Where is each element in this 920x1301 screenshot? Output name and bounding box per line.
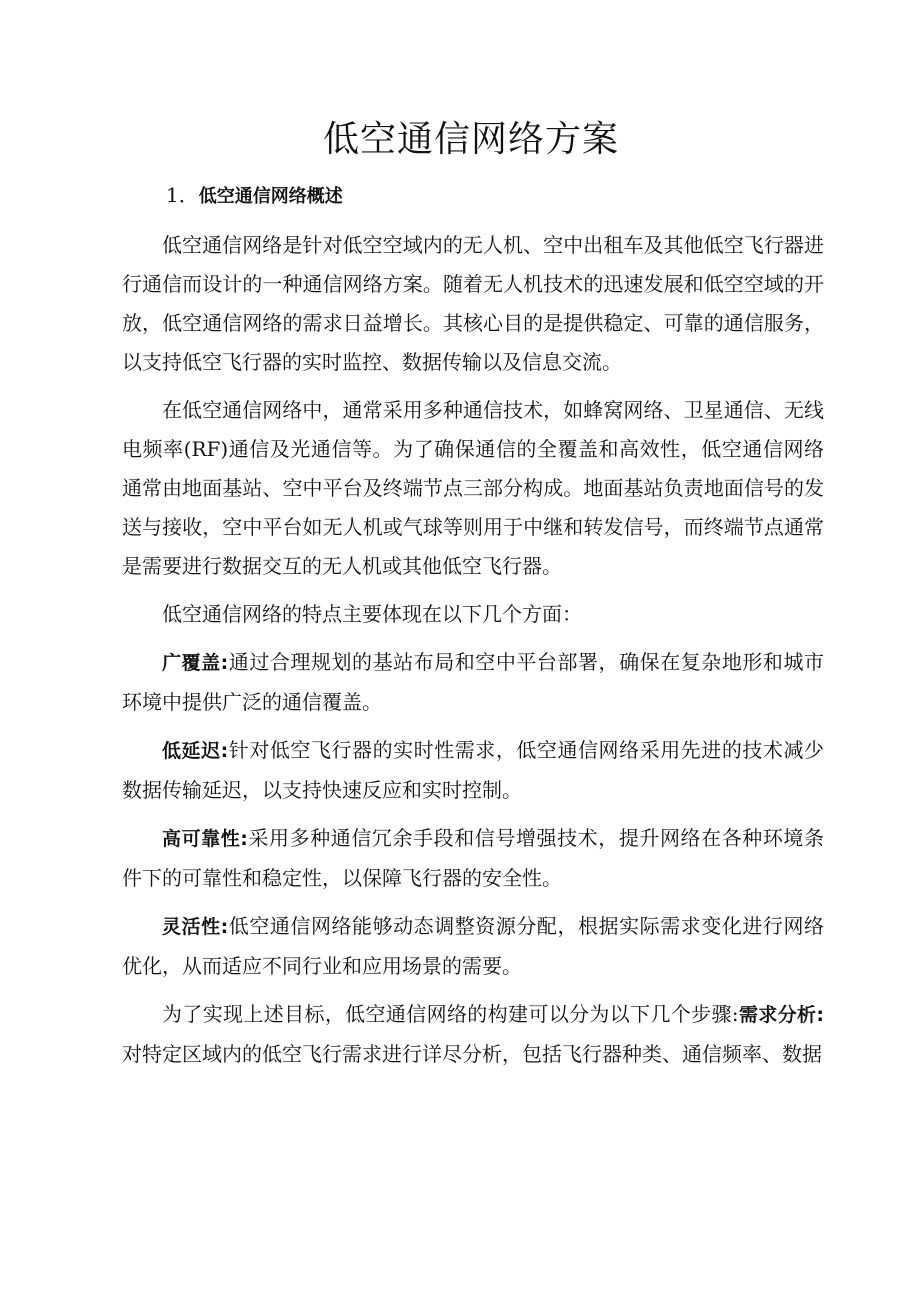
- feature-text: 针对低空飞行器的实时性需求，低空通信网络采用先进的技术减少数据传输延迟，以支持快速反应和实时控制。: [122, 738, 824, 802]
- feature-flexibility: [122, 907, 824, 986]
- paragraph-features-intro: 低空通信网络的特点主要体现在以下几个方面：: [162, 602, 582, 626]
- feature-text: 采用多种通信冗余手段和信号增强技术，提升网络在各种环境条件下的可靠性和稳定性，以保障飞行器的安全性。: [122, 826, 824, 890]
- feature-label: 高可靠性:: [162, 828, 248, 850]
- section-title: 低空通信网络概述: [198, 186, 343, 207]
- document-body: [122, 176, 824, 1083]
- feature-label: 灵活性:: [162, 916, 229, 938]
- feature-high-reliability: [122, 819, 824, 898]
- step-text: 对特定区域内的低空飞行需求进行详尽分析，包括飞行器种类、通信频率、数据: [122, 1042, 822, 1066]
- step-label: 需求分析:: [738, 1004, 824, 1026]
- steps-intro-text: 为了实现上述目标，低空通信网络的构建可以分为以下几个步骤:: [162, 1002, 739, 1026]
- feature-label: 低延迟:: [162, 740, 229, 762]
- feature-text: 通过合理规划的基站布局和空中平台部署，确保在复杂地形和城市环境中提供广泛的通信覆盖。: [122, 650, 824, 714]
- document-title: 低空通信网络方案: [322, 119, 619, 160]
- paragraph-overview: 低空通信网络是针对低空空域内的无人机、空中出租车及其他低空飞行器进行通信而设计的一种通信网络方案。随着无人机技术的迅速发展和低空空域的开放，低空通信网络的需求日益增长。其核心目的是提供稳定、可靠的通信服务，以支持低空飞行器的实时监控、数据传输以及信息交流。: [122, 233, 824, 374]
- section-number: 1．: [166, 183, 199, 207]
- section-heading: [122, 176, 824, 216]
- paragraph-steps: [122, 995, 824, 1074]
- paragraph-technologies: 在低空通信网络中，通常采用多种通信技术，如蜂窝网络、卫星通信、无线电频率(RF)通信及光通信等。为了确保通信的全覆盖和高效性，低空通信网络通常由地面基站、空中平台及终端节点三部分构成。地面基站负责地面信号的发送与接收，空中平台如无人机或气球等则用于中继和转发信号，而终端节点通常是需要进行数据交互的无人机或其他低空飞行器。: [122, 398, 824, 578]
- feature-wide-coverage: [122, 643, 824, 722]
- feature-low-latency: [122, 731, 824, 810]
- feature-text: 低空通信网络能够动态调整资源分配，根据实际需求变化进行网络优化，从而适应不同行业和应用场景的需要。: [122, 914, 824, 978]
- feature-label: 广覆盖:: [162, 652, 229, 674]
